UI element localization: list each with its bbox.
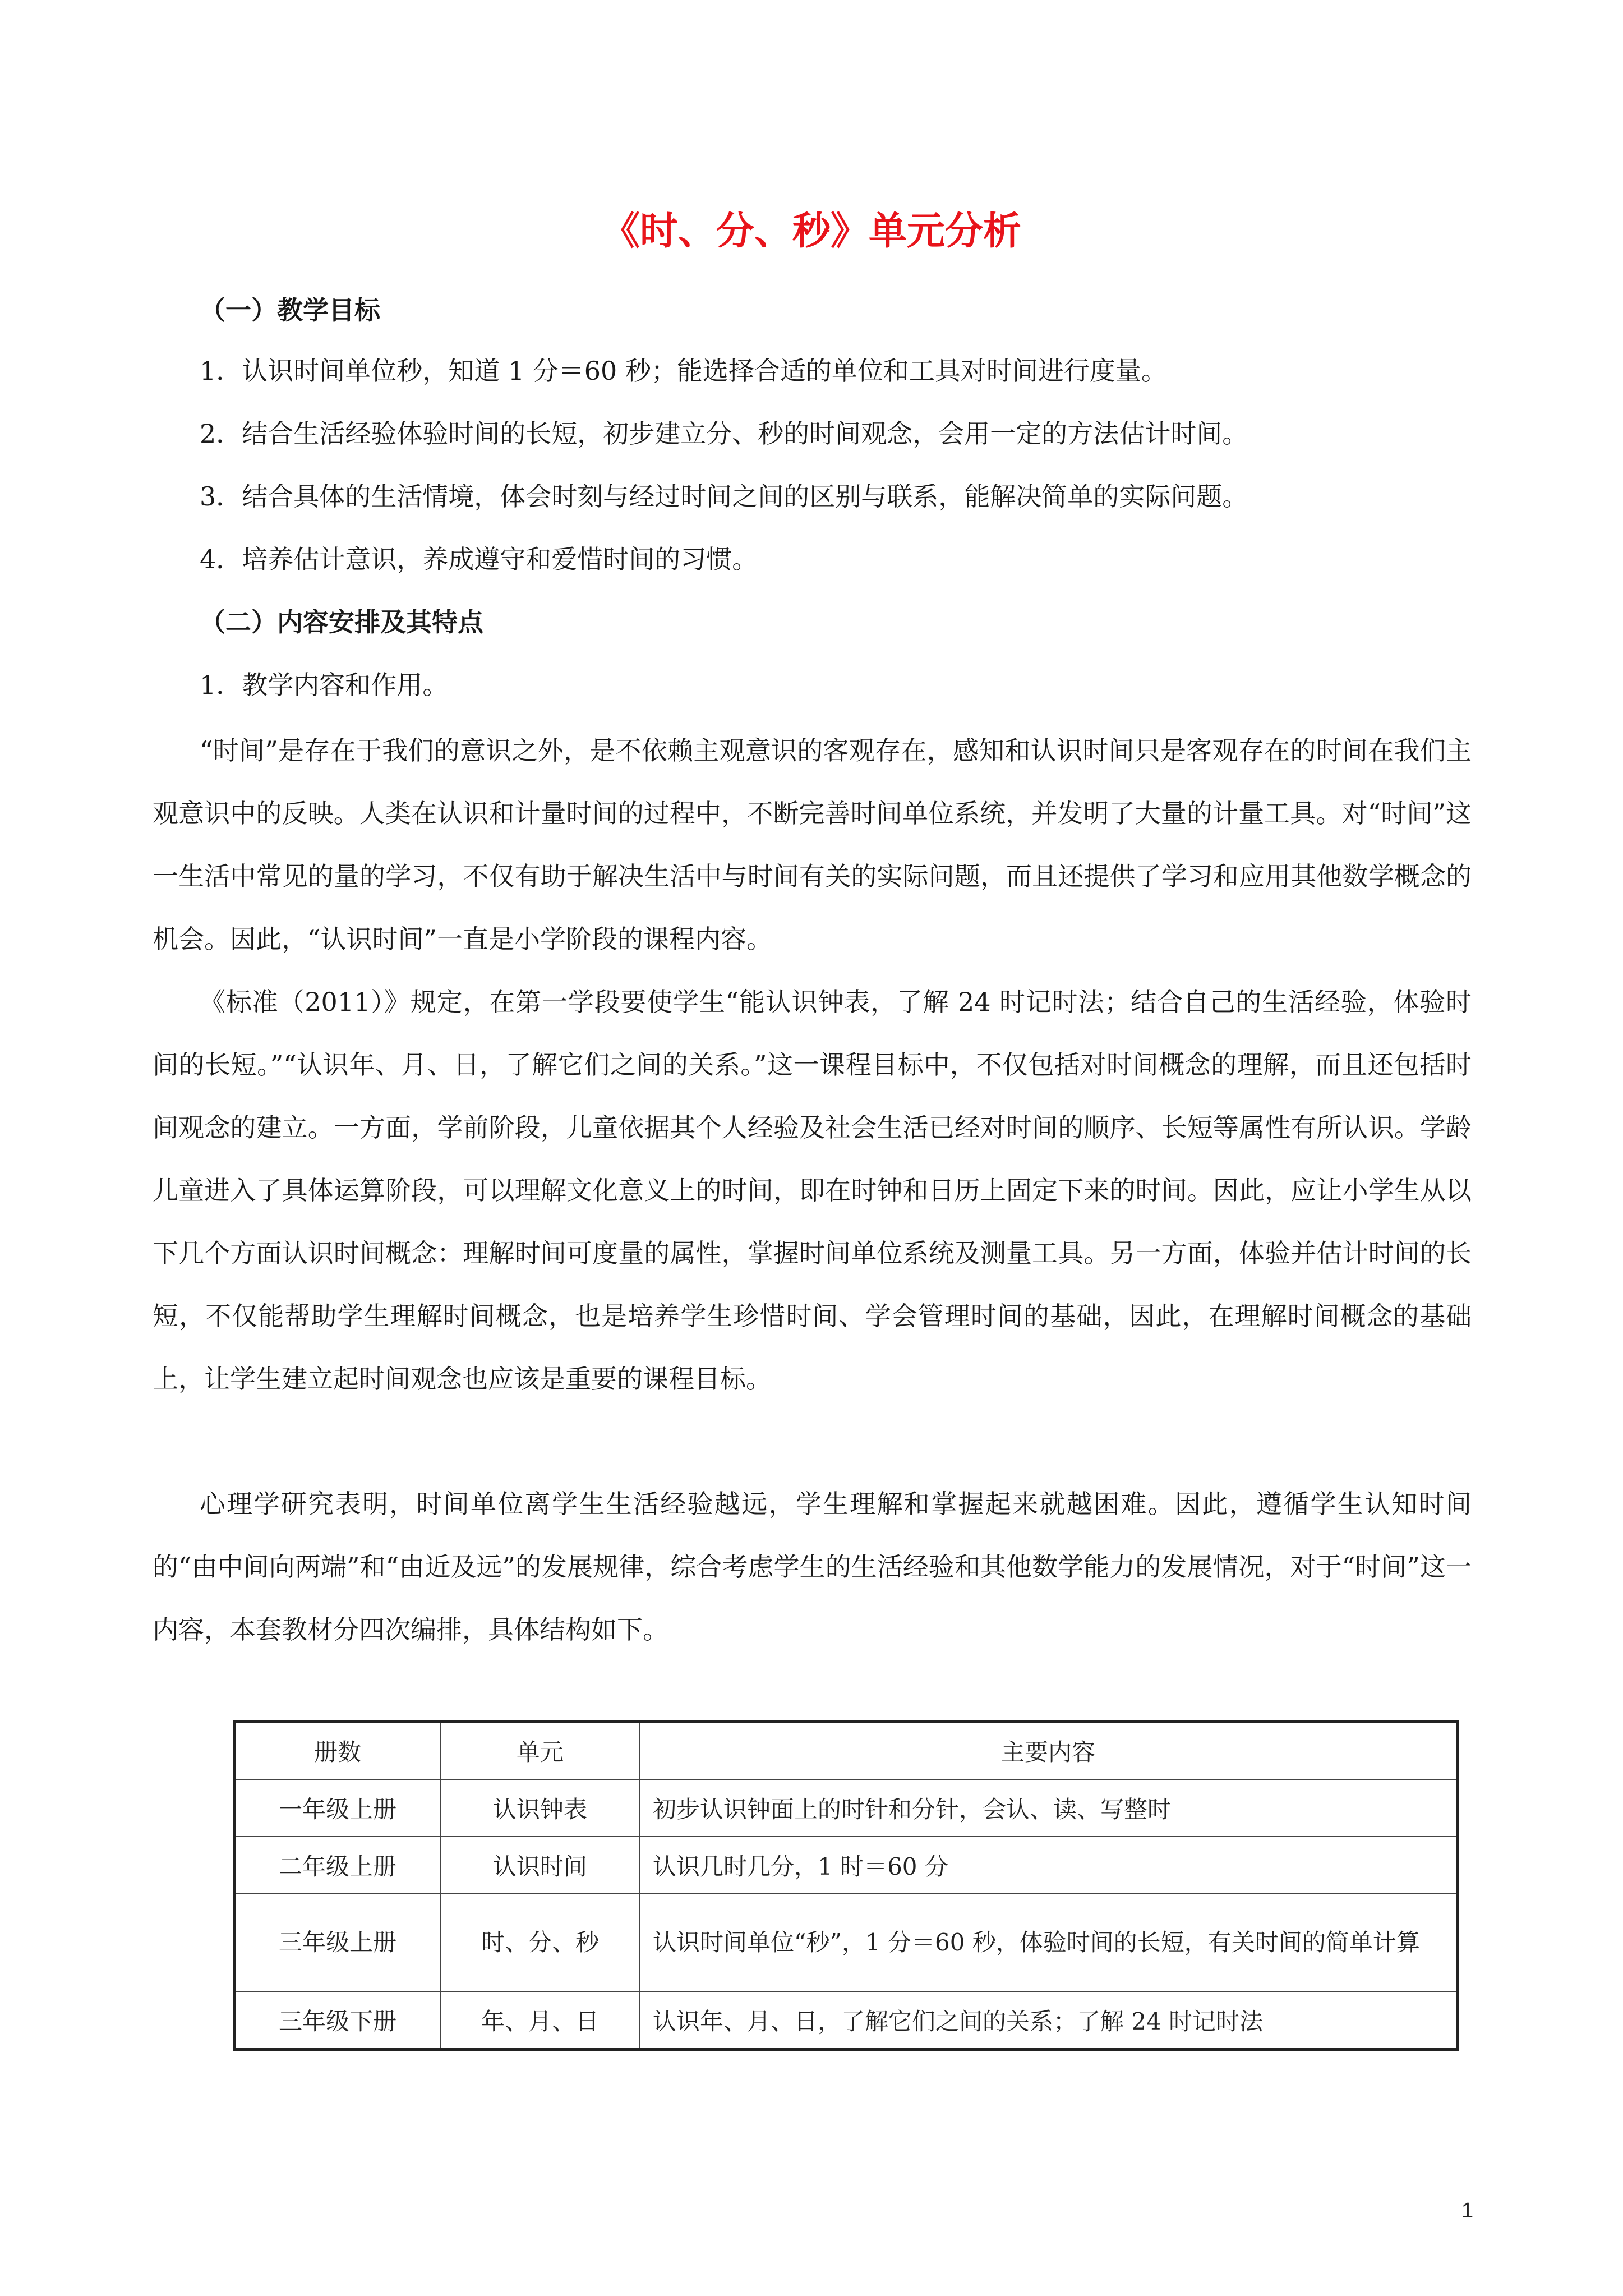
paragraph-psychology-research: 心理学研究表明，时间单位离学生生活经验越远，学生理解和掌握起来就越困难。因此，遵循学生认知时间的“由中间向两端”和“由近及远”的发展规律，综合考虑学生的生活经验和其他数学能力的发展情况，对于“时间”这一内容，本套教材分四次编排，具体结构如下。 xyxy=(153,1489,1472,1645)
section-heading-content-arrangement: （二）内容安排及其特点 xyxy=(200,607,483,637)
table-header-row xyxy=(234,1722,1458,1780)
table-cell-content: 认识几时几分，1 时＝60 分 xyxy=(640,1837,1458,1894)
content-structure-table xyxy=(233,1720,1459,2051)
table-cell-volume: 三年级下册 xyxy=(234,1991,441,2050)
document-title: 《时、分、秒》单元分析 xyxy=(601,209,1021,254)
table-cell-volume: 三年级上册 xyxy=(234,1894,441,1991)
paragraph-standard-2011: 《标准（2011）》规定，在第一学段要使学生“能认识钟表，了解 24 时记时法；结合自己的生活经验，体验时间的长短。”“认识年、月、日，了解它们之间的关系。”这一课程目标中，不仅包括对时间概念的理解，而且还包括时间观念的建立。一方面，学前阶段，儿童依据其个人经验及社会生活已经对时间的顺序、长短等属性有所认识。学龄儿童进入了具体运算阶段，可以理解文化意义上的时间，即在时钟和日历上固定下来的时间。因此，应让小学生从以下几个方面认识时间概念：理解时间可度量的属性，掌握时间单位系统及测量工具。另一方面，体验并估计时间的长短，不仅能帮助学生理解时间概念，也是培养学生珍惜时间、学会管理时间的基础，因此，在理解时间概念的基础上，让学生建立起时间观念也应该是重要的课程目标。 xyxy=(153,987,1472,1394)
goal-item-2: 2．结合生活经验体验时间的长短，初步建立分、秒的时间观念，会用一定的方法估计时间。 xyxy=(200,418,1248,449)
table-header-unit: 单元 xyxy=(440,1722,640,1780)
section-heading-teaching-goals: （一）教学目标 xyxy=(200,295,380,325)
table-cell-volume: 一年级上册 xyxy=(234,1779,441,1837)
table-row xyxy=(234,1779,1458,1837)
table-cell-unit: 年、月、日 xyxy=(440,1991,640,2050)
paragraph-time-concept: “时间”是存在于我们的意识之外，是不依赖主观意识的客观存在，感知和认识时间只是客观存在的时间在我们主观意识中的反映。人类在认识和计量时间的过程中，不断完善时间单位系统，并发明了大量的计量工具。对“时间”这一生活中常见的量的学习，不仅有助于解决生活中与时间有关的实际问题，而且还提供了学习和应用其他数学概念的机会。因此，“认识时间”一直是小学阶段的课程内容。 xyxy=(153,735,1472,954)
subsection-teaching-content: 1．教学内容和作用。 xyxy=(200,670,449,700)
table-cell-volume: 二年级上册 xyxy=(234,1837,441,1894)
table-cell-unit: 认识时间 xyxy=(440,1837,640,1894)
table-header-volume: 册数 xyxy=(234,1722,441,1780)
table-cell-content: 认识年、月、日，了解它们之间的关系；了解 24 时记时法 xyxy=(640,1991,1458,2050)
goal-item-1: 1．认识时间单位秒，知道 1 分＝60 秒；能选择合适的单位和工具对时间进行度量。 xyxy=(200,356,1167,386)
table-header-main-content: 主要内容 xyxy=(640,1722,1458,1780)
table-cell-unit: 认识钟表 xyxy=(440,1779,640,1837)
table-cell-unit: 时、分、秒 xyxy=(440,1894,640,1991)
table-row xyxy=(234,1837,1458,1894)
table-cell-content: 初步认识钟面上的时针和分针，会认、读、写整时 xyxy=(640,1779,1458,1837)
goal-item-3: 3．结合具体的生活情境，体会时刻与经过时间之间的区别与联系，能解决简单的实际问题。 xyxy=(200,481,1248,512)
table-row xyxy=(234,1894,1458,1991)
goal-item-4: 4．培养估计意识，养成遵守和爱惜时间的习惯。 xyxy=(200,544,758,574)
table-cell-content: 认识时间单位“秒”，1 分＝60 秒，体验时间的长短，有关时间的简单计算 xyxy=(640,1894,1458,1991)
table-row xyxy=(234,1991,1458,2050)
page-number: 1 xyxy=(1461,2199,1474,2223)
